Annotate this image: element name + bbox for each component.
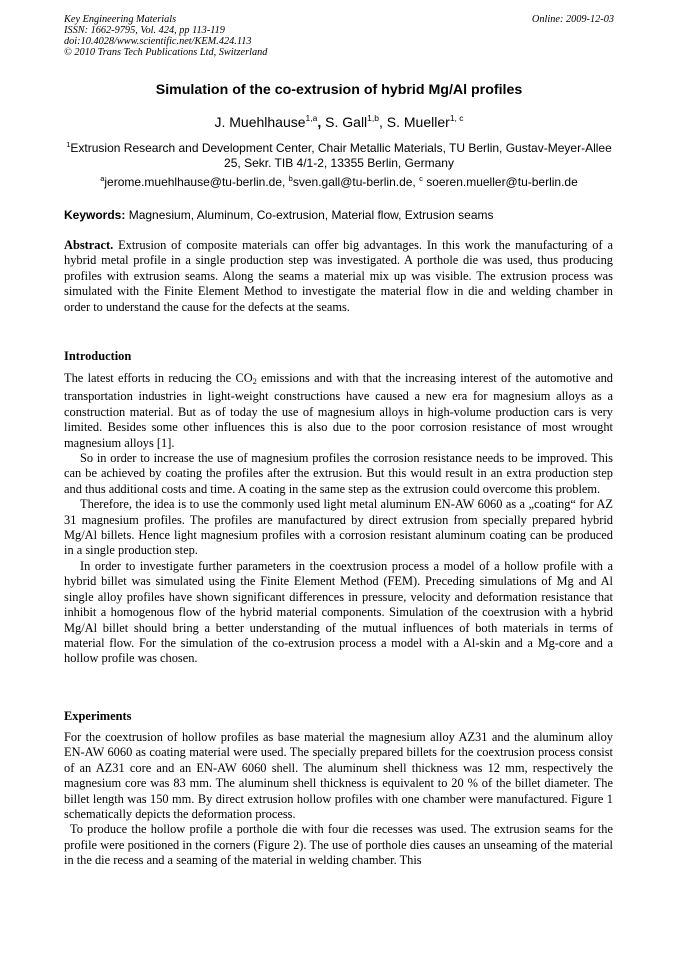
experiments-heading: Experiments bbox=[64, 709, 132, 723]
paragraph: The latest efforts in reducing the $CO_2$ emissions and with that the increasing interest of the automotive and transportation industries in light-weight constructions have caused a new era for magnesium alloys as a construction material. But as of today the use of magnesium alloys in high-volume production cars is very limited. Besides some other influences this is also due to the poor corrosion resistance of most wrought magnesium alloys [1]. bbox=[64, 371, 614, 450]
paragraph: So in order to increase the use of magnesium profiles the corrosion resistance needs to be improved. This can be achieved by coating the profiles after the extrusion. But this would result in an extra production step and thus additional costs and time. A coating in the same step as the extrusion could overcome this problem. bbox=[64, 451, 613, 496]
journal-copyright: © 2010 Trans Tech Publications Ltd, Switzerland bbox=[64, 47, 268, 58]
abstract-label: Abstract. bbox=[64, 238, 114, 252]
paragraph: For the coextrusion of hollow profiles as base material the magnesium alloy AZ31 and the aluminum alloy EN-AW 6060 as coating material were used. The specially prepared billets for the coextrusion process consist of an AZ31 core and an EN-AW 6060 shell. The aluminum shell thickness was 12 mm, respectively the magnesium core was 83 mm. The aluminum shell thickness is equivalent to 20 % of the billet diameter. The billet length was 150 mm. By direct extrusion hollow profiles with one chamber were manufactured. Figure 1 schematically depicts the deformation process. bbox=[64, 730, 613, 822]
email-mark: b bbox=[288, 174, 293, 183]
email-address[interactable]: soeren.mueller@tu-berlin.de bbox=[426, 175, 578, 189]
journal-issn: ISSN: 1662-9795, Vol. 424, pp 113-119 bbox=[64, 25, 225, 36]
journal-name: Key Engineering Materials bbox=[64, 14, 177, 25]
experiments-body bbox=[64, 730, 613, 869]
paragraph: To produce the hollow profile a porthole die with four die recesses was used. The extrusion seams for the profile were positioned in the corners (Figure 2). The use of porthole dies causes an unseaming of the material in the die recess and a seaming of the material in welding chamber. This bbox=[64, 822, 613, 868]
author-name: J. Muehlhause bbox=[214, 114, 306, 130]
email-list: $^a$jerome.muehlhause@tu-berlin.de, $^b$sven.gall@tu-berlin.de, $^c$ soeren.mueller@tu-berlin.de bbox=[100, 174, 578, 189]
keywords-text: Magnesium, Aluminum, Co-extrusion, Material flow, Extrusion seams bbox=[128, 208, 494, 222]
introduction-body bbox=[64, 371, 613, 667]
keywords bbox=[64, 208, 614, 222]
email-address[interactable]: sven.gall@tu-berlin.de bbox=[292, 175, 413, 189]
introduction-heading: Introduction bbox=[64, 349, 132, 363]
abstract-text: Extrusion of composite materials can offer big advantages. In this work the manufacturing of a hybrid metal profile in a single production step was investigated. A porthole die was used, thus producing profiles with extrusion seams. Along the seams a material mix up was visible. The extrusion process was simulated with the Finite Element Method to investigate the material flow in die and welding chamber in order to understand the cause for the defects at the seams. bbox=[64, 238, 613, 314]
email-mark: a bbox=[100, 174, 105, 183]
journal-doi: doi:10.4028/www.scientific.net/KEM.424.113 bbox=[64, 36, 252, 47]
author-name: S. Gall bbox=[325, 114, 368, 130]
affiliation bbox=[64, 137, 614, 171]
author-affiliation-mark: 1,b bbox=[367, 113, 379, 123]
email-mark: c bbox=[419, 174, 423, 183]
author-affiliation-mark: 1, c bbox=[449, 113, 464, 123]
author-name: S. Mueller bbox=[386, 114, 450, 130]
paragraph: In order to investigate further parameters in the coextrusion process a model of a hollow profile with a hybrid billet was simulated using the Finite Element Method (FEM). Preceding simulations of Mg and Al single alloy profiles have shown significant differences in pressure, velocity and deformation resistance that inhibit a homogenous flow of the hybrid material components. Simulation of the coextrusion with a hybrid Mg/Al billet should bring a better understanding of the mutual influences of both materials in terms of material flow. For the simulation of the co-extrusion process a model with a Al-skin and a Mg-core and a hollow profile was chosen. bbox=[64, 558, 613, 666]
paper-title: Simulation of the co-extrusion of hybrid Mg/Al profiles bbox=[155, 82, 523, 98]
online-date: Online: 2009-12-03 bbox=[531, 14, 614, 25]
paragraph: Therefore, the idea is to use the commonly used light metal aluminum EN-AW 6060 as a „coating“ for AZ 31 magnesium profiles. The profiles are manufactured by direct extrusion from specially prepared hybrid Mg/Al billets. Hence light magnesium profiles with a corrosion resistant aluminum coating can be produced in a single production step. bbox=[64, 497, 613, 558]
keywords-label: Keywords: bbox=[64, 208, 126, 222]
author-affiliation-mark: 1,a bbox=[305, 113, 318, 123]
email-address[interactable]: jerome.muehlhause@tu-berlin.de bbox=[104, 175, 282, 189]
affiliation-mark: 1 bbox=[66, 140, 71, 149]
affiliation-text: Extrusion Research and Development Center, Chair Metallic Materials, TU Berlin, Gustav-Meyer-Allee 25, Sekr. TIB 4/1-2, 13355 Berlin, Germany bbox=[70, 141, 612, 170]
author-list: J. Muehlhause$^{1,a}$, S. Gall$^{1,b}$, S. Mueller$^{1, c}$ bbox=[214, 113, 464, 130]
abstract bbox=[64, 238, 613, 315]
